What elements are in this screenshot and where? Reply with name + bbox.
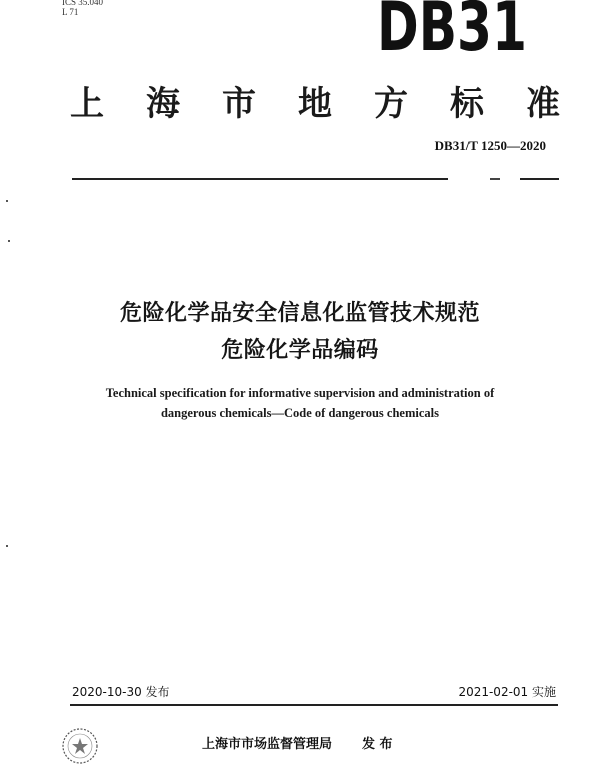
publisher-line bbox=[202, 733, 393, 752]
standard-type-char: 准 bbox=[526, 84, 560, 124]
implementation-date: 2021-02-01 实施 bbox=[458, 685, 556, 699]
standard-number: DB31/T 1250—2020 bbox=[434, 138, 546, 153]
scan-mark bbox=[8, 240, 10, 242]
issue-date: 2020-10-30 发布 bbox=[72, 685, 170, 699]
ics-code: ICS 35.040 bbox=[62, 0, 104, 7]
english-title-line-2: dangerous chemicals—Code of dangerous chemicals bbox=[160, 406, 439, 420]
chinese-title-line-1: 危险化学品安全信息化监管技术规范 bbox=[119, 301, 480, 326]
publisher-name: 上海市市场监督管理局 bbox=[202, 737, 333, 752]
official-seal-icon bbox=[60, 726, 100, 766]
top-divider-fragment bbox=[490, 178, 500, 180]
standard-type-char: 标 bbox=[450, 84, 484, 124]
publish-word: 发 布 bbox=[362, 737, 393, 752]
chinese-title-line-2: 危险化学品编码 bbox=[221, 338, 379, 363]
classification-codes bbox=[62, 0, 103, 17]
standard-type-char: 市 bbox=[222, 84, 256, 124]
db31-logo bbox=[372, 0, 532, 67]
standard-type-title bbox=[70, 76, 560, 125]
standard-type-char: 方 bbox=[374, 84, 408, 124]
standard-type-char: 地 bbox=[298, 84, 332, 124]
bottom-divider bbox=[70, 704, 558, 706]
scan-mark bbox=[6, 200, 8, 202]
ccs-code: L 71 bbox=[62, 7, 79, 17]
scan-mark bbox=[6, 545, 8, 547]
top-divider-gap bbox=[448, 177, 520, 181]
english-title bbox=[60, 383, 540, 423]
standard-type-char: 海 bbox=[146, 84, 180, 124]
english-title-line-1: Technical specification for informative supervision and administration of bbox=[105, 386, 495, 400]
db31-logo-text: DB31 bbox=[377, 0, 527, 67]
standard-type-char: 上 bbox=[70, 84, 104, 124]
